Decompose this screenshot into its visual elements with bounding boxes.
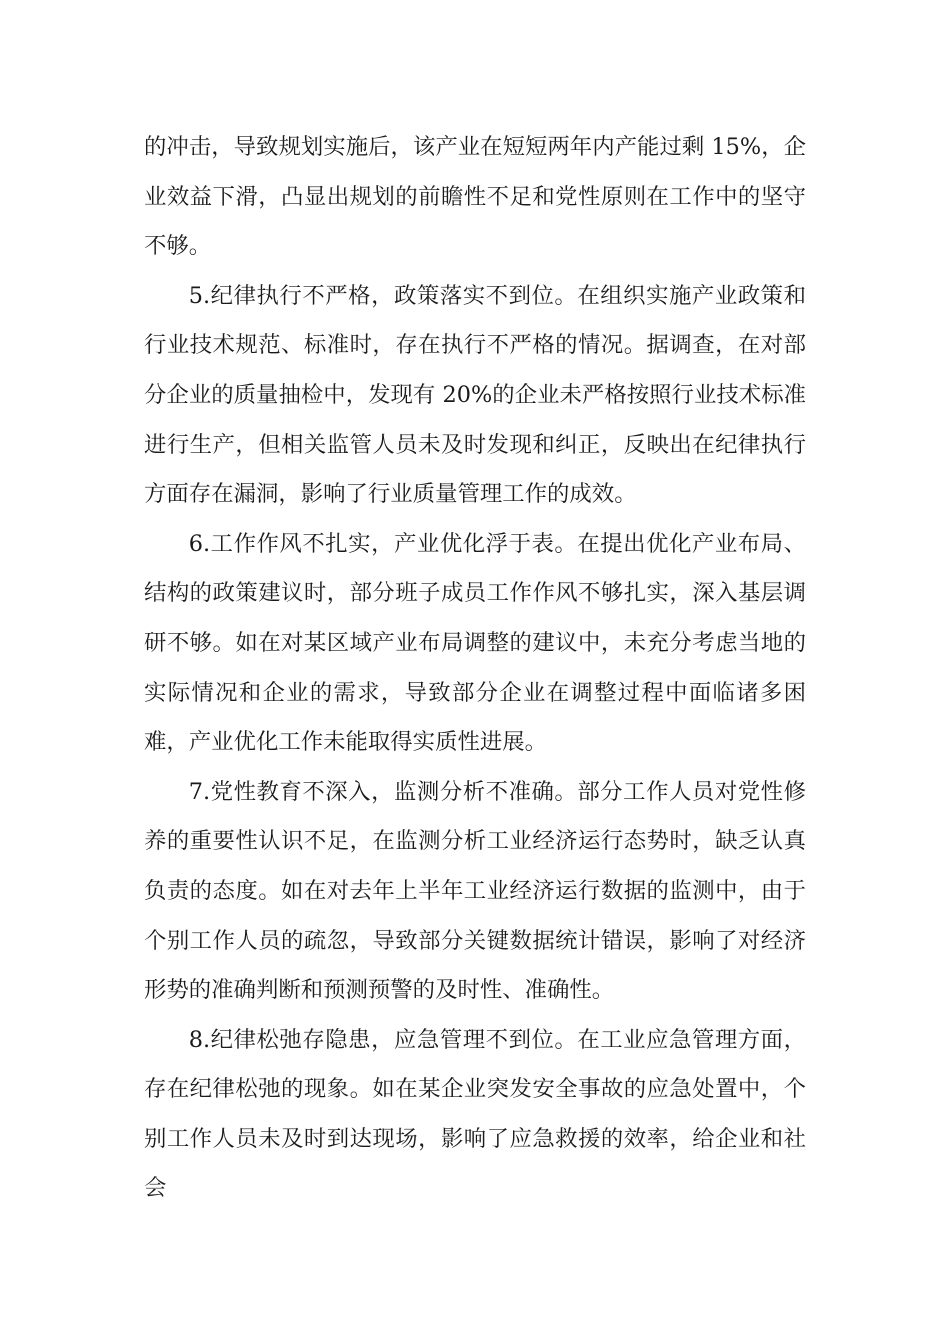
paragraph-item-6: 6.工作作风不扎实，产业优化浮于表。在提出优化产业布局、结构的政策建议时，部分班子成员工作作风不够扎实，深入基层调研不够。如在对某区域产业布局调整的建议中，未充分考虑当地的实际情况和企业的需求，导致部分企业在调整过程中面临诸多困难，产业优化工作未能取得实质性进展。 [144, 530, 806, 756]
paragraph-continuation: 的冲击，导致规划实施后，该产业在短短两年内产能过剩 15%，企业效益下滑，凸显出规划的前瞻性不足和党性原则在工作中的坚守不够。 [144, 134, 806, 260]
document-body [144, 123, 806, 1214]
paragraph-item-8: 8.纪律松弛存隐患，应急管理不到位。在工业应急管理方面，存在纪律松弛的现象。如在某企业突发安全事故的应急处置中，个别工作人员未及时到达现场，影响了应急救援的效率，给企业和社会 [144, 1026, 806, 1202]
paragraph-item-5: 5.纪律执行不严格，政策落实不到位。在组织实施产业政策和行业技术规范、标准时，存在执行不严格的情况。据调查，在对部分企业的质量抽检中，发现有 20%的企业未严格按照行业技术标准进行生产，但相关监管人员未及时发现和纠正，反映出在纪律执行方面存在漏洞，影响了行业质量管理工作的成效。 [144, 282, 806, 508]
paragraph-item-7: 7.党性教育不深入，监测分析不准确。部分工作人员对党性修养的重要性认识不足，在监测分析工业经济运行态势时，缺乏认真负责的态度。如在对去年上半年工业经济运行数据的监测中，由于个别工作人员的疏忽，导致部分关键数据统计错误，影响了对经济形势的准确判断和预测预警的及时性、准确性。 [144, 778, 806, 1004]
